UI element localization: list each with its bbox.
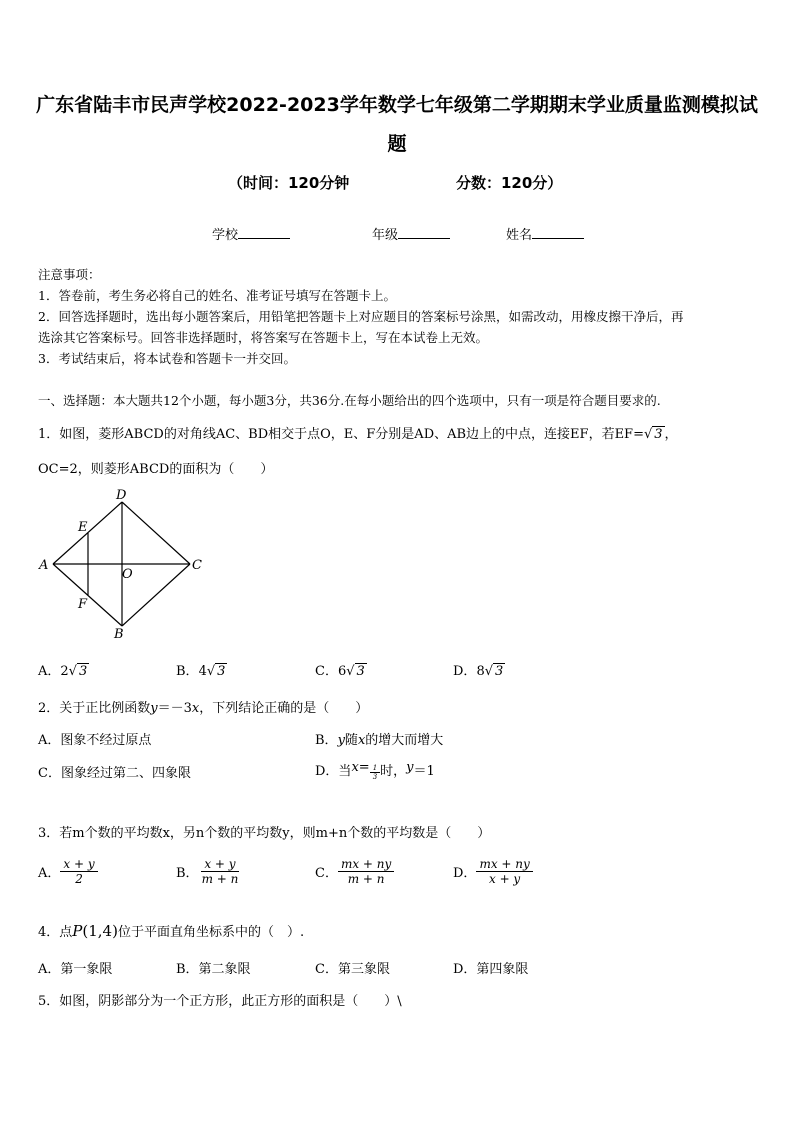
q2-stem: [38, 697, 368, 716]
doc-title-line1: 广东省陆丰市民声学校2022-2023学年数学七年级第二学期期末学业质量监测模拟试: [36, 94, 758, 116]
q3-option-b-num: x + y: [201, 857, 238, 872]
q4-stem-b: 位于平面直角坐标系中的（ ）.: [117, 925, 305, 940]
q4-option-b[interactable]: B．第二象限: [176, 962, 251, 977]
note-2b: 选涂其它答案标号。回答非选择题时，将答案写在答题卡上，写在本试卷上无效。: [38, 330, 489, 345]
q3-option-b-letter: B．: [176, 866, 199, 881]
q2-option-d-x: x: [351, 760, 359, 775]
q2-option-b-letter: B．: [315, 733, 338, 748]
q2-option-b-text1: 随: [344, 733, 358, 748]
sqrt-symbol: √: [346, 664, 355, 679]
label-b: B: [114, 627, 124, 642]
q3-option-d-den: x + y: [488, 872, 521, 886]
q4-stem-a: 4．点: [38, 925, 73, 940]
notes-heading: 注意事项：: [38, 267, 101, 282]
score-label: 分数：120分）: [456, 174, 563, 192]
q1-option-a-letter: A．: [38, 664, 61, 679]
q2-stem-c: ，下列结论正确的是（ ）: [199, 701, 369, 716]
side-dc: [122, 502, 190, 564]
q3-option-a-letter: A．: [38, 866, 61, 881]
q4-stem: [38, 921, 304, 940]
q1-option-b[interactable]: [176, 660, 227, 679]
q1-option-c-rad: 3: [356, 664, 365, 679]
q2-var-x: x: [191, 701, 200, 716]
note-3: 3．考试结束后，将本试卷和答题卡一并交回。: [38, 351, 296, 366]
q3-option-d[interactable]: [453, 857, 533, 886]
q2-option-b[interactable]: [315, 729, 443, 748]
q3-option-c-letter: C．: [315, 866, 338, 881]
label-a: A: [39, 558, 49, 573]
q1-option-a-coef: 2: [60, 664, 69, 679]
q1-option-b-letter: B．: [176, 664, 199, 679]
school-blank: [238, 227, 290, 239]
q2-option-d-letter: D．当: [315, 764, 352, 779]
q1-option-c[interactable]: [315, 660, 367, 679]
q1-stem-sqrt: 3: [654, 427, 663, 442]
q1-option-b-coef: 4: [198, 664, 207, 679]
q2-option-d-num: 1: [370, 764, 380, 773]
rhombus-figure: [36, 486, 206, 646]
label-e: E: [78, 520, 88, 535]
q3-option-b[interactable]: [176, 857, 241, 886]
sqrt-symbol: √: [484, 664, 494, 679]
q2-option-b-text2: 的增大而增大: [365, 733, 444, 748]
q3-stem: 3．若m个数的平均数x，另n个数的平均数y，则m+n个数的平均数是（ ）: [38, 826, 491, 841]
note-2a: 2．回答选择题时，选出每小题答案后，用铅笔把答题卡上对应题目的答案标号涂黑，如需改动，用橡皮擦干净后，再: [38, 309, 684, 324]
q2-option-d-den: 3: [372, 773, 378, 781]
q5-stem: 5．如图，阴影部分为一个正方形，此正方形的面积是（ ）\: [38, 994, 402, 1009]
q4-option-d[interactable]: D．第四象限: [453, 962, 529, 977]
label-f: F: [78, 597, 88, 612]
grade-field: [372, 224, 450, 243]
grade-label: 年级: [372, 228, 399, 243]
q3-option-b-frac: [199, 857, 242, 886]
q2-option-d-text: 时，: [380, 764, 407, 779]
q2-stem-a: 2．关于正比例函数: [38, 701, 151, 716]
q3-option-a[interactable]: [38, 857, 98, 886]
q2-option-a[interactable]: A．图象不经过原点: [38, 733, 152, 748]
sqrt-symbol: √: [68, 664, 77, 679]
q3-option-d-letter: D．: [453, 866, 477, 881]
q2-option-d-value: ＝1: [413, 764, 435, 779]
sqrt-symbol: √: [206, 664, 216, 679]
q1-stem-a: 1．如图，菱形ABCD的对角线AC、BD相交于点O，E、F分别是AD、AB边上的中点，连接EF，若EF=: [38, 427, 644, 442]
q3-option-a-num: x + y: [60, 857, 97, 872]
q3-option-c-frac: [338, 857, 394, 886]
q3-option-a-den: 2: [75, 872, 83, 886]
q4-coords: (1,4): [82, 922, 118, 940]
q3-option-c-den: m + n: [347, 872, 385, 886]
q3-option-d-num: mx + ny: [476, 857, 532, 872]
q3-option-c-num: mx + ny: [338, 857, 394, 872]
q3-option-b-den: m + n: [201, 872, 239, 886]
q3-option-c[interactable]: [315, 857, 394, 886]
q1-stem-end: ，: [664, 427, 678, 442]
label-c: C: [192, 558, 202, 573]
q2-var-y: y: [150, 701, 158, 716]
sqrt-symbol: √: [643, 427, 653, 442]
q2-option-d-y: y: [406, 760, 414, 775]
school-field: [212, 224, 290, 243]
section-heading: 一、选择题：本大题共12个小题，每小题3分，共36分.在每小题给出的四个选项中，只有一项是符合题目要求的.: [38, 393, 661, 408]
q1-option-b-rad: 3: [217, 664, 226, 679]
q2-option-d-eq: =: [358, 760, 370, 775]
name-blank: [532, 227, 584, 239]
q1-option-a-rad: 3: [78, 664, 88, 679]
q3-option-a-frac: [60, 857, 97, 886]
q2-option-d-frac: [370, 764, 380, 781]
q1-option-c-letter: C．: [315, 664, 338, 679]
q1-option-c-coef: 6: [337, 664, 347, 679]
q2-stem-b: ＝－3: [157, 701, 192, 716]
label-o: O: [122, 567, 133, 582]
q1-stem: [38, 423, 678, 442]
q4-option-c[interactable]: C．第三象限: [315, 962, 390, 977]
q2-option-b-y: y: [337, 733, 345, 748]
q1-option-d-coef: 8: [476, 664, 485, 679]
q1-option-d-letter: D．: [453, 664, 477, 679]
q2-option-b-x: x: [357, 733, 366, 748]
name-field: [506, 224, 584, 243]
q4-point: P: [72, 922, 83, 940]
q3-option-d-frac: [476, 857, 532, 886]
school-label: 学校: [212, 228, 239, 243]
q4-option-a[interactable]: A．第一象限: [38, 962, 113, 977]
doc-title-line2: 题: [387, 133, 407, 155]
q1-option-a[interactable]: [38, 660, 89, 679]
time-label: （时间：120分钟: [228, 174, 350, 192]
q1-stem-b: OC=2，则菱形ABCD的面积为（ ）: [38, 462, 274, 477]
q2-option-d[interactable]: [315, 760, 435, 781]
note-1: 1．答卷前，考生务必将自己的姓名、准考证号填写在答题卡上。: [38, 288, 396, 303]
q1-option-d-rad: 3: [495, 664, 504, 679]
q2-option-c[interactable]: C．图象经过第二、四象限: [38, 766, 191, 781]
label-d: D: [116, 488, 127, 503]
name-label: 姓名: [506, 228, 533, 243]
grade-blank: [398, 227, 450, 239]
q1-option-d[interactable]: [453, 660, 505, 679]
